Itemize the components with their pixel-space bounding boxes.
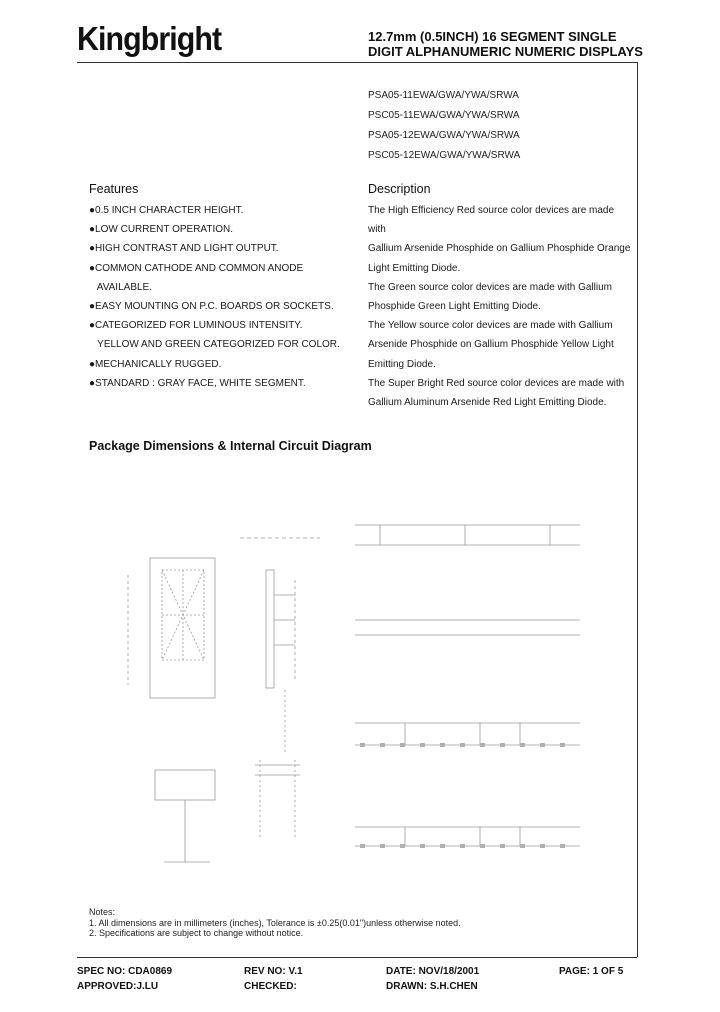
list-item: ●STANDARD : GRAY FACE, WHITE SEGMENT. xyxy=(89,377,306,389)
description-line: The Super Bright Red source color devices are made with xyxy=(368,377,625,389)
list-item: ●EASY MOUNTING ON P.C. BOARDS OR SOCKETS. xyxy=(89,301,334,313)
list-item: ●CATEGORIZED FOR LUMINOUS INTENSITY. xyxy=(89,320,303,332)
package-heading: Package Dimensions & Internal Circuit Diagram xyxy=(89,439,372,453)
checked-by: CHECKED: xyxy=(244,981,297,992)
kingbright-logo: Kingbright xyxy=(77,20,222,57)
features-list xyxy=(89,201,359,393)
approved-by: APPROVED:J.LU xyxy=(77,981,159,992)
part-number: PSC05-11EWA/GWA/YWA/SRWA xyxy=(368,110,520,121)
list-item: ●COMMON CATHODE AND COMMON ANODE xyxy=(89,262,304,274)
part-number-list xyxy=(368,86,520,166)
features-heading: Features xyxy=(89,182,139,196)
bottom-view xyxy=(155,770,215,800)
page-number: PAGE: 1 OF 5 xyxy=(559,966,624,977)
list-item: ●LOW CURRENT OPERATION. xyxy=(89,224,234,236)
title-line-1: 12.7mm (0.5INCH) 16 SEGMENT SINGLE xyxy=(368,29,617,44)
note-item: 1. All dimensions are in millimeters (inches), Tolerance is ±0.25(0.01")unless otherwise noted. xyxy=(89,917,461,928)
footer-rule xyxy=(77,957,637,958)
description-line: Emitting Diode. xyxy=(368,358,436,370)
notes-title: Notes: xyxy=(89,907,116,917)
drawn-by: DRAWN: S.H.CHEN xyxy=(386,981,478,992)
note-item: 2. Specifications are subject to change without notice. xyxy=(89,928,304,938)
display-outline xyxy=(150,558,215,698)
description-line: Arsenide Phosphide on Gallium Phosphide Yellow Light xyxy=(368,339,614,351)
document-title xyxy=(368,29,708,59)
description-line: The Green source color devices are made with Gallium xyxy=(368,281,612,293)
part-number: PSC05-12EWA/GWA/YWA/SRWA xyxy=(368,150,521,161)
list-item: YELLOW AND GREEN CATEGORIZED FOR COLOR. xyxy=(89,339,340,351)
list-item: ●0.5 INCH CHARACTER HEIGHT. xyxy=(89,205,244,216)
header-rule xyxy=(77,62,637,63)
description-line: The Yellow source color devices are made with Gallium xyxy=(368,320,613,332)
description-line: Light Emitting Diode. xyxy=(368,262,461,274)
list-item: ●HIGH CONTRAST AND LIGHT OUTPUT. xyxy=(89,243,279,255)
list-item: AVAILABLE. xyxy=(89,281,152,293)
description-line: The High Efficiency Red source color devices are made with xyxy=(368,205,615,236)
description-heading: Description xyxy=(368,182,431,196)
notes xyxy=(89,907,461,939)
description-line: Gallium Arsenide Phosphide on Gallium Phosphide Orange xyxy=(368,243,631,255)
description-line: Gallium Aluminum Arsenide Red Light Emitting Diode. xyxy=(368,397,607,409)
revision-number: REV NO: V.1 xyxy=(244,966,303,977)
side-view xyxy=(266,570,274,688)
title-line-2: DIGIT ALPHANUMERIC NUMERIC DISPLAYS xyxy=(368,44,643,59)
spec-number: SPEC NO: CDA0869 xyxy=(77,966,173,977)
description-text xyxy=(368,201,633,412)
description-line: Phosphide Green Light Emitting Diode. xyxy=(368,301,541,313)
part-number: PSA05-12EWA/GWA/YWA/SRWA xyxy=(368,130,520,141)
part-number: PSA05-11EWA/GWA/YWA/SRWA xyxy=(368,90,519,101)
right-border xyxy=(637,62,638,957)
package-dimension-drawing xyxy=(80,470,600,890)
document-date: DATE: NOV/18/2001 xyxy=(386,966,480,977)
list-item: ●MECHANICALLY RUGGED. xyxy=(89,358,222,370)
